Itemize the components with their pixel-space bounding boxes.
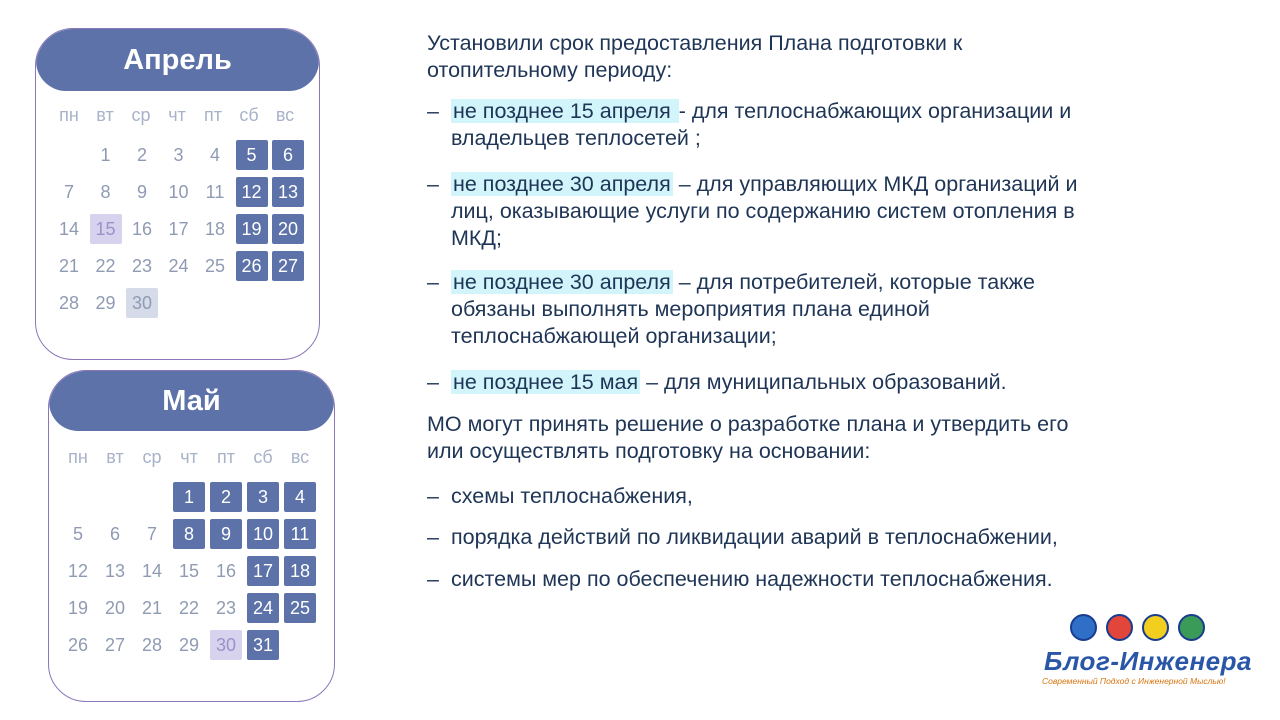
calendar-day: 28: [141, 635, 163, 655]
calendar-day: 26: [67, 635, 89, 655]
logo-name: Блог-Инженера: [1044, 646, 1252, 676]
calendar-day: 24: [168, 256, 189, 276]
intro-line-1: Установили срок предоставления Плана подготовки к: [427, 31, 963, 55]
calendar-day: 11: [205, 182, 225, 202]
calendar-day: 7: [63, 182, 74, 202]
calendar-day: 10: [247, 519, 279, 549]
calendar-day: 6: [109, 524, 120, 544]
calendar-may: [48, 370, 335, 702]
calendar-day: 29: [95, 293, 116, 313]
calendar-day: 16: [215, 561, 237, 581]
basis-text: системы мер по обеспечению надежности теплоснабжения.: [451, 567, 1053, 591]
calendar-day: 19: [236, 214, 268, 244]
calendar-day: 23: [215, 598, 237, 618]
calendar-day: 11: [284, 519, 316, 549]
calendar-day: 28: [58, 293, 80, 313]
calendar-day: 2: [136, 145, 147, 165]
calendar-day: 8: [173, 519, 205, 549]
calendar-day: 16: [131, 219, 153, 239]
deadline-date: не позднее 30 апреля: [453, 172, 671, 196]
weekday-label: вт: [96, 105, 114, 125]
calendar-day: 15: [90, 214, 122, 244]
calendar-day: 9: [210, 519, 242, 549]
weekday-label: вс: [275, 105, 295, 125]
deadline-text-line: владельцев теплосетей ;: [451, 126, 701, 150]
intro-line-2: отопительному периоду:: [427, 58, 673, 82]
dash-marker: –: [427, 567, 439, 591]
calendar-day: 29: [178, 635, 200, 655]
calendar-day: 13: [272, 177, 304, 207]
weekday-label: сб: [239, 105, 259, 125]
weekday-label: пт: [217, 447, 235, 467]
weekday-label: чт: [180, 447, 198, 467]
calendar-day: 4: [284, 482, 316, 512]
calendar-day: 12: [236, 177, 268, 207]
engineer-avatar-icon: [1070, 614, 1097, 641]
calendar-day: 12: [67, 561, 89, 581]
calendar-day: 6: [272, 140, 304, 170]
calendar-day: 18: [284, 556, 316, 586]
weekday-label: ср: [142, 447, 162, 467]
weekday-label: вс: [290, 447, 310, 467]
mo-line-1: МО могут принять решение о разработке плана и утвердить его: [427, 412, 1069, 436]
calendar-may-title: Май: [49, 371, 334, 431]
calendar-day: 3: [173, 145, 184, 165]
deadline-date: не позднее 15 апреля: [453, 99, 677, 123]
weekday-label: чт: [168, 105, 186, 125]
calendar-day: 26: [236, 251, 268, 281]
calendar-day: 27: [272, 251, 304, 281]
blog-logo: [1036, 614, 1252, 694]
engineer-avatar-icon: [1142, 614, 1169, 641]
calendar-day: 7: [146, 524, 157, 544]
calendar-day: 25: [204, 256, 226, 276]
weekday-label: вт: [106, 447, 124, 467]
calendar-day: 22: [95, 256, 116, 276]
weekday-label: пн: [59, 105, 79, 125]
deadline-text-line: – для муниципальных образований.: [640, 370, 1007, 394]
calendar-day: 14: [141, 561, 163, 581]
dash-marker: –: [427, 172, 439, 196]
calendar-day: 8: [100, 182, 111, 202]
calendar-day: 9: [136, 182, 147, 202]
calendar-day: 27: [104, 635, 126, 655]
calendar-day: 20: [104, 598, 126, 618]
calendar-day: 20: [272, 214, 304, 244]
weekday-label: ср: [131, 105, 151, 125]
calendar-april: [35, 28, 320, 360]
weekday-label: сб: [253, 447, 273, 467]
weekday-label: пт: [204, 105, 222, 125]
engineer-avatar-icon: [1106, 614, 1133, 641]
calendar-day: 21: [58, 256, 80, 276]
calendar-day: 2: [210, 482, 242, 512]
calendar-day: 17: [168, 219, 189, 239]
calendar-april-title: Апрель: [36, 29, 319, 91]
calendar-day: 5: [72, 524, 83, 544]
calendar-day: 22: [178, 598, 200, 618]
calendar-day: 30: [126, 288, 158, 318]
dash-marker: –: [427, 99, 439, 123]
calendar-day: 24: [247, 593, 279, 623]
calendar-day: 10: [168, 182, 189, 202]
calendar-day: 1: [173, 482, 205, 512]
calendar-day: 31: [247, 630, 279, 660]
calendar-day: 13: [104, 561, 126, 581]
deadline-text-line: - для теплоснабжающих организации и: [678, 99, 1072, 123]
deadline-date: не позднее 15 мая: [453, 370, 639, 394]
calendar-day: 5: [236, 140, 268, 170]
weekday-label: пн: [68, 447, 88, 467]
calendar-day: 4: [209, 145, 220, 165]
deadline-text-line: лиц, оказывающие услуги по содержанию систем отопления в: [451, 199, 1075, 223]
calendar-day: 23: [131, 256, 153, 276]
deadline-text-line: МКД;: [451, 226, 502, 250]
calendar-day: 19: [67, 598, 89, 618]
deadline-date: не позднее 30 апреля: [453, 270, 671, 294]
dash-marker: –: [427, 525, 439, 549]
calendar-day: 30: [210, 630, 242, 660]
calendar-day: 25: [284, 593, 316, 623]
deadline-text-line: теплоснабжающей организации;: [451, 324, 777, 348]
calendar-day: 14: [58, 219, 80, 239]
dash-marker: –: [427, 484, 439, 508]
deadline-text-line: – для потребителей, которые также: [672, 270, 1035, 294]
engineer-avatar-icon: [1178, 614, 1205, 641]
calendar-day: 18: [204, 219, 226, 239]
basis-text: схемы теплоснабжения,: [451, 484, 693, 508]
mo-line-2: или осуществлять подготовку на основании:: [427, 439, 871, 463]
logo-tagline: Современный Подход с Инженерной Мыслью!: [1042, 676, 1226, 686]
dash-marker: –: [427, 270, 439, 294]
calendar-day: 21: [141, 598, 163, 618]
calendar-day: 17: [247, 556, 279, 586]
deadline-text-line: обязаны выполнять мероприятия плана единой: [451, 297, 930, 321]
calendar-day: 1: [100, 145, 111, 165]
calendar-day: 15: [178, 561, 200, 581]
calendar-day: 3: [247, 482, 279, 512]
basis-text: порядка действий по ликвидации аварий в теплоснабжении,: [451, 525, 1058, 549]
deadline-text-line: – для управляющих МКД организаций и: [672, 172, 1078, 196]
dash-marker: –: [427, 370, 439, 394]
